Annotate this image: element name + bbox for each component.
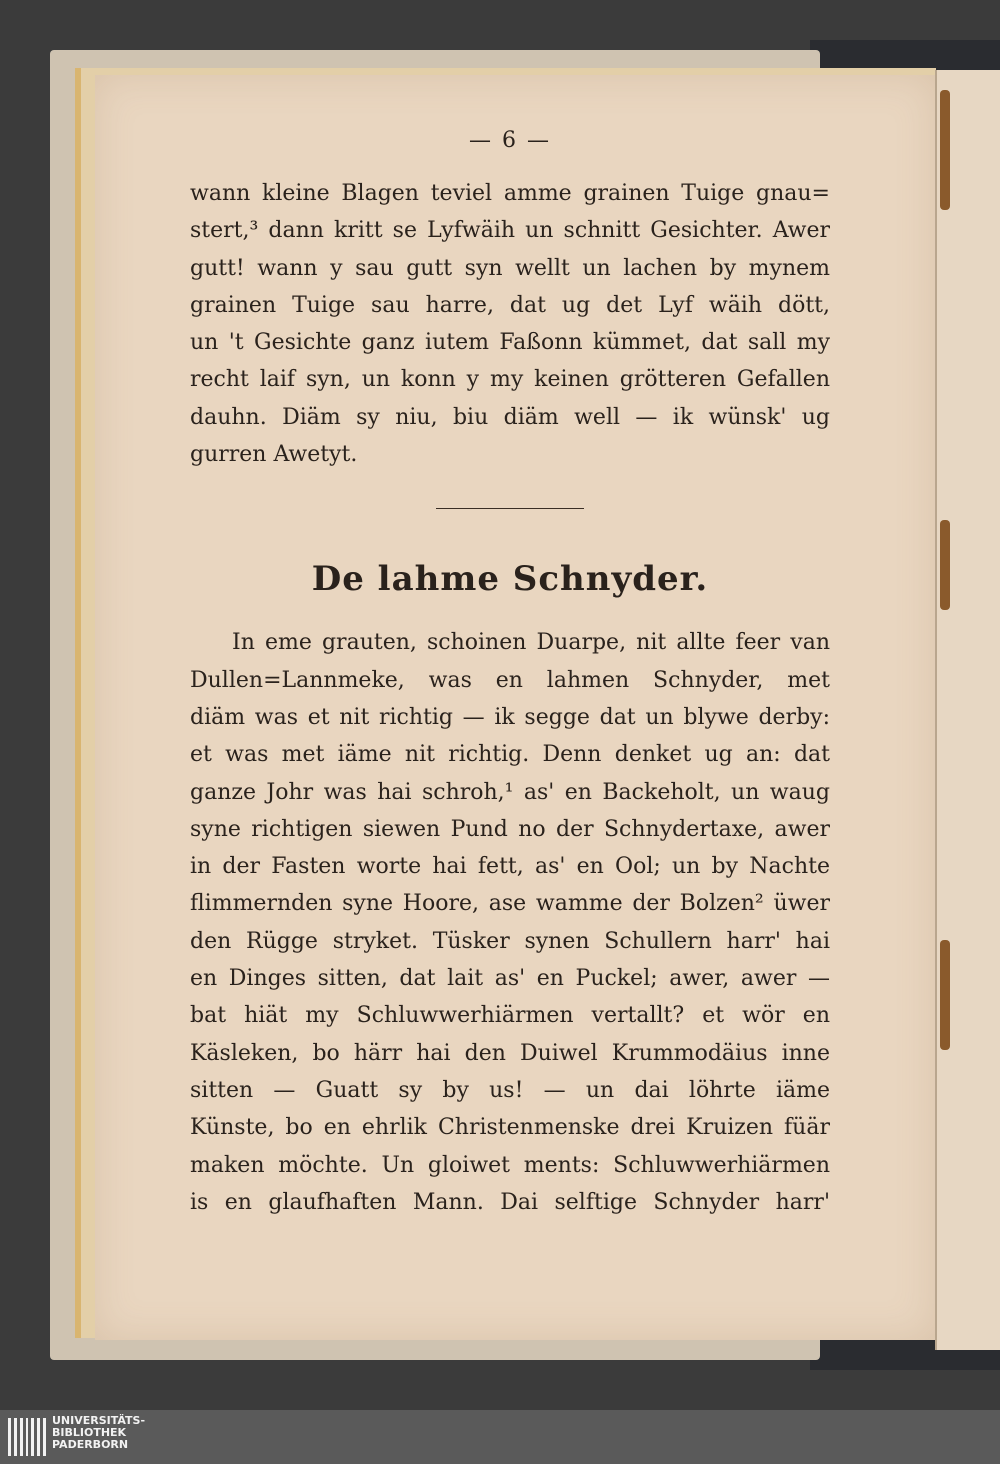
library-name: [52, 1415, 145, 1451]
library-logo-icon: [8, 1418, 46, 1456]
library-name-line: UNIVERSITÄTS-: [52, 1414, 146, 1427]
paragraph-main: [190, 624, 830, 1221]
text-line: Künste, bo en ehrlik Christenmenske drei Kruizen füär: [190, 1115, 830, 1141]
text-line: In eme grauten, schoinen Duarpe, nit allte feer van: [232, 630, 830, 656]
text-line: en Dinges sitten, dat lait as' en Puckel; awer, awer —: [190, 966, 830, 992]
text-line: gurren Awetyt.: [190, 442, 358, 468]
text-line: flimmernden syne Hoore, ase wamme der Bolzen² üwer: [190, 891, 830, 917]
text-line: gutt! wann y sau gutt syn wellt un lachen by mynem: [190, 255, 830, 281]
text-line: is en glaufhaften Mann. Dai selftige Schnyder harr': [190, 1189, 830, 1215]
text-line: grainen Tuige sau harre, dat ug det Lyf wäih dött,: [190, 292, 830, 318]
library-name-line: BIBLIOTHEK: [52, 1426, 127, 1439]
paragraph-intro: [190, 175, 830, 473]
text-line: in der Fasten worte hai fett, as' en Ool; un by Nachte: [190, 854, 830, 880]
text-line: Käsleken, bo härr hai den Duiwel Krummodäius inne: [190, 1040, 830, 1066]
text-line: ganze Johr was hai schroh,¹ as' en Backeholt, un waug: [190, 779, 830, 805]
binding-thread: [940, 90, 950, 210]
binding-thread: [940, 940, 950, 1050]
text-line: et was met iäme nit richtig. Denn denket ug an: dat: [190, 742, 830, 768]
section-title: De lahme Schnyder.: [311, 559, 709, 600]
text-line: stert,³ dann kritt se Lyfwäih un schnitt Gesichter. Awer: [190, 218, 830, 244]
library-footer: [0, 1410, 1000, 1464]
text-line: maken möchte. Un gloiwet ments: Schluwwerhiärmen: [190, 1152, 830, 1178]
page-text: [190, 120, 830, 1221]
binding-thread: [940, 520, 950, 610]
text-line: den Rügge stryket. Tüsker synen Schullern harr' hai: [190, 928, 830, 954]
text-line: un 't Gesichte ganz iutem Faßonn kümmet, dat sall my: [190, 330, 830, 356]
text-line: Dullen=Lannmeke, was en lahmen Schnyder, met: [190, 667, 830, 693]
page-number: — 6 —: [469, 128, 551, 153]
text-line: wann kleine Blagen teviel amme grainen Tuige gnau=: [190, 181, 830, 206]
text-line: sitten — Guatt sy by us! — un dai löhrte iäme: [190, 1077, 830, 1103]
facing-page-edge: [935, 70, 1000, 1350]
text-line: diäm was et nit richtig — ik segge dat un blywe derby:: [190, 704, 830, 730]
section-divider: [436, 508, 584, 509]
text-line: syne richtigen siewen Pund no der Schnydertaxe, awer: [190, 816, 830, 842]
text-line: bat hiät my Schluwwerhiärmen vertallt? et wör en: [190, 1003, 830, 1029]
text-line: recht laif syn, un konn y my keinen grötteren Gefallen: [190, 367, 830, 393]
text-line: dauhn. Diäm sy niu, biu diäm well — ik wünsk' ug: [190, 404, 830, 430]
library-name-line: PADERBORN: [52, 1438, 129, 1451]
